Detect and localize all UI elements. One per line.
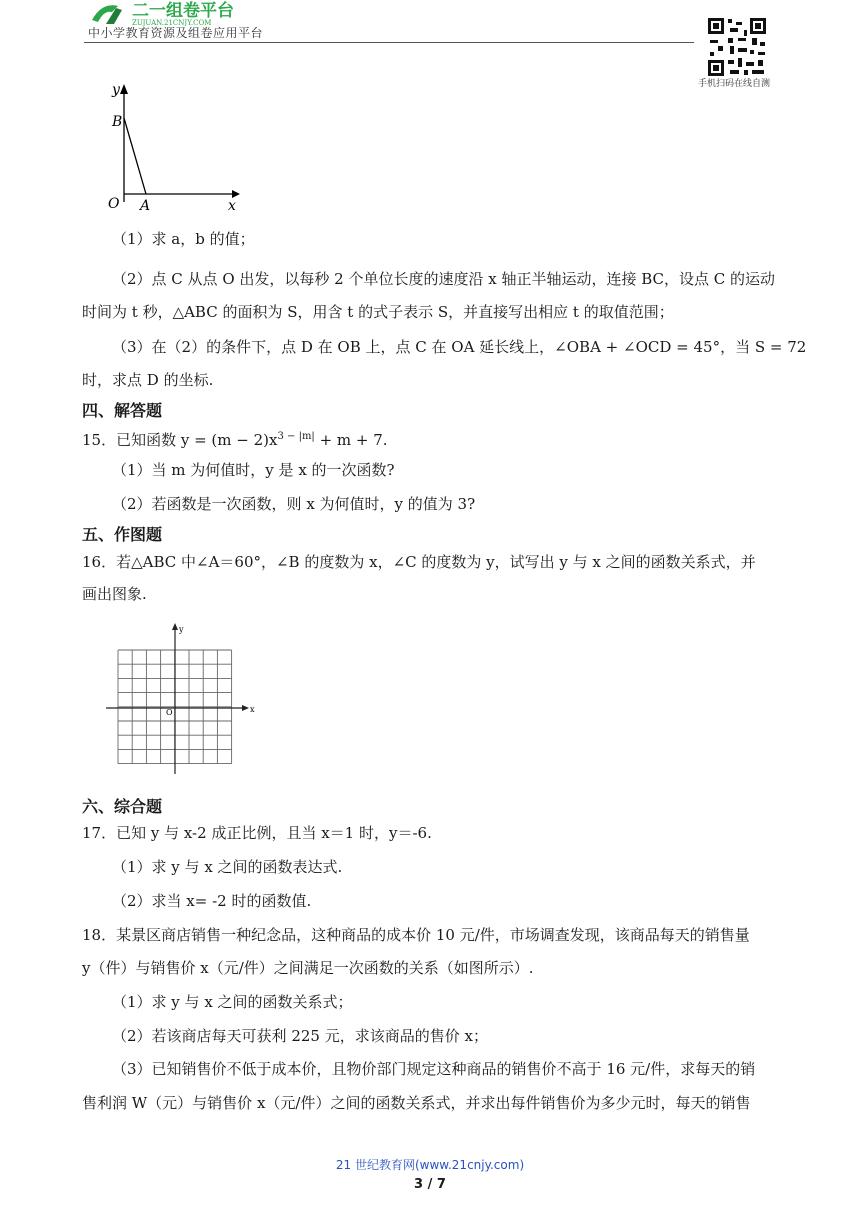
x-axis-arrow	[232, 190, 240, 198]
label-y: y	[112, 82, 120, 98]
q17-stem: 17．已知 y 与 x-2 成正比例，且当 x＝1 时，y＝-6.	[82, 824, 432, 842]
q18-part-2: （2）若该商店每天可获利 225 元，求该商品的售价 x；	[112, 1027, 488, 1045]
q16-stem-b: 画出图象.	[82, 585, 147, 603]
y-axis-arrow	[120, 84, 128, 94]
q14-part-3a: （3）在（2）的条件下，点 D 在 OB 上，点 C 在 OA 延长线上，∠OBA + ∠OCD = 45°，当 S = 72	[112, 338, 807, 356]
section-heading-5: 五、作图题	[82, 525, 163, 544]
q15-stem	[82, 426, 388, 451]
q14-part-2a: （2）点 C 从点 O 出发，以每秒 2 个单位长度的速度沿 x 轴正半轴运动，连接 BC，设点 C 的运动	[112, 270, 776, 288]
grid-x-arrow	[242, 705, 249, 711]
site-logo	[88, 0, 278, 26]
grid-label-o: O	[166, 708, 173, 717]
logo-text: 二一组卷平台	[132, 1, 234, 21]
grid-y-arrow	[172, 623, 178, 630]
page-number: 3 / 7	[414, 1177, 446, 1192]
qr-caption: 手机扫码在线自测	[698, 79, 771, 89]
q18-part-1: （1）求 y 与 x 之间的函数关系式；	[112, 993, 353, 1011]
q15-exponent: 3 − |m|	[277, 431, 315, 442]
q18-stem-a: 18．某景区商店销售一种纪念品，这种商品的成本价 10 元/件，市场调查发现，该商品每天的销售量	[82, 926, 750, 944]
q16-stem-a: 16．若△ABC 中∠A＝60°，∠B 的度数为 x，∠C 的度数为 y，试写出 y 与 x 之间的函数关系式，并	[82, 553, 756, 571]
q17-part-2: （2）求当 x= -2 时的函数值.	[112, 892, 312, 910]
label-b: B	[112, 114, 123, 130]
grid-label-x: x	[250, 705, 255, 714]
logo-url: ZUJUAN.21CNJY.COM	[132, 19, 212, 26]
coordinate-grid	[106, 622, 258, 774]
header-divider	[84, 42, 694, 43]
footer-site-link[interactable]: 21 世纪教育网(www.21cnjy.com)	[335, 1158, 525, 1172]
q14-part-2b: 时间为 t 秒，△ABC 的面积为 S，用含 t 的式子表示 S，并直接写出相应 t 的取值范围；	[82, 303, 674, 321]
label-o: O	[108, 196, 120, 212]
segment-ab	[124, 118, 146, 194]
qr-code	[706, 16, 768, 78]
section-heading-4: 四、解答题	[82, 401, 163, 420]
grid-label-y: y	[179, 625, 184, 634]
label-a: A	[140, 198, 151, 214]
q15-stem-b: + m + 7.	[314, 431, 388, 449]
q15-part-2: （2）若函数是一次函数，则 x 为何值时，y 的值为 3?	[112, 495, 476, 513]
q18-part-3b: 售利润 W（元）与销售价 x（元/件）之间的函数关系式，并求出每件销售价为多少元时，每天的销售	[82, 1094, 751, 1112]
label-x: x	[228, 198, 236, 214]
q17-part-1: （1）求 y 与 x 之间的函数表达式.	[112, 858, 343, 876]
q15-part-1: （1）当 m 为何值时，y 是 x 的一次函数?	[112, 461, 395, 479]
header-subtitle: 中小学教育资源及组卷应用平台	[88, 26, 264, 40]
section-heading-6: 六、综合题	[82, 797, 163, 816]
q14-part-3b: 时，求点 D 的坐标.	[82, 371, 214, 389]
q15-stem-a: 15．已知函数 y = (m − 2)x	[82, 431, 278, 449]
q18-part-3a: （3）已知销售价不低于成本价，且物价部门规定这种商品的销售价不高于 16 元/件，求每天的销	[112, 1060, 756, 1078]
figure-triangle-oab	[100, 80, 246, 214]
q14-part-1: （1）求 a，b 的值；	[112, 230, 255, 248]
q18-stem-b: y（件）与销售价 x（元/件）之间满足一次函数的关系（如图所示）.	[82, 959, 534, 977]
